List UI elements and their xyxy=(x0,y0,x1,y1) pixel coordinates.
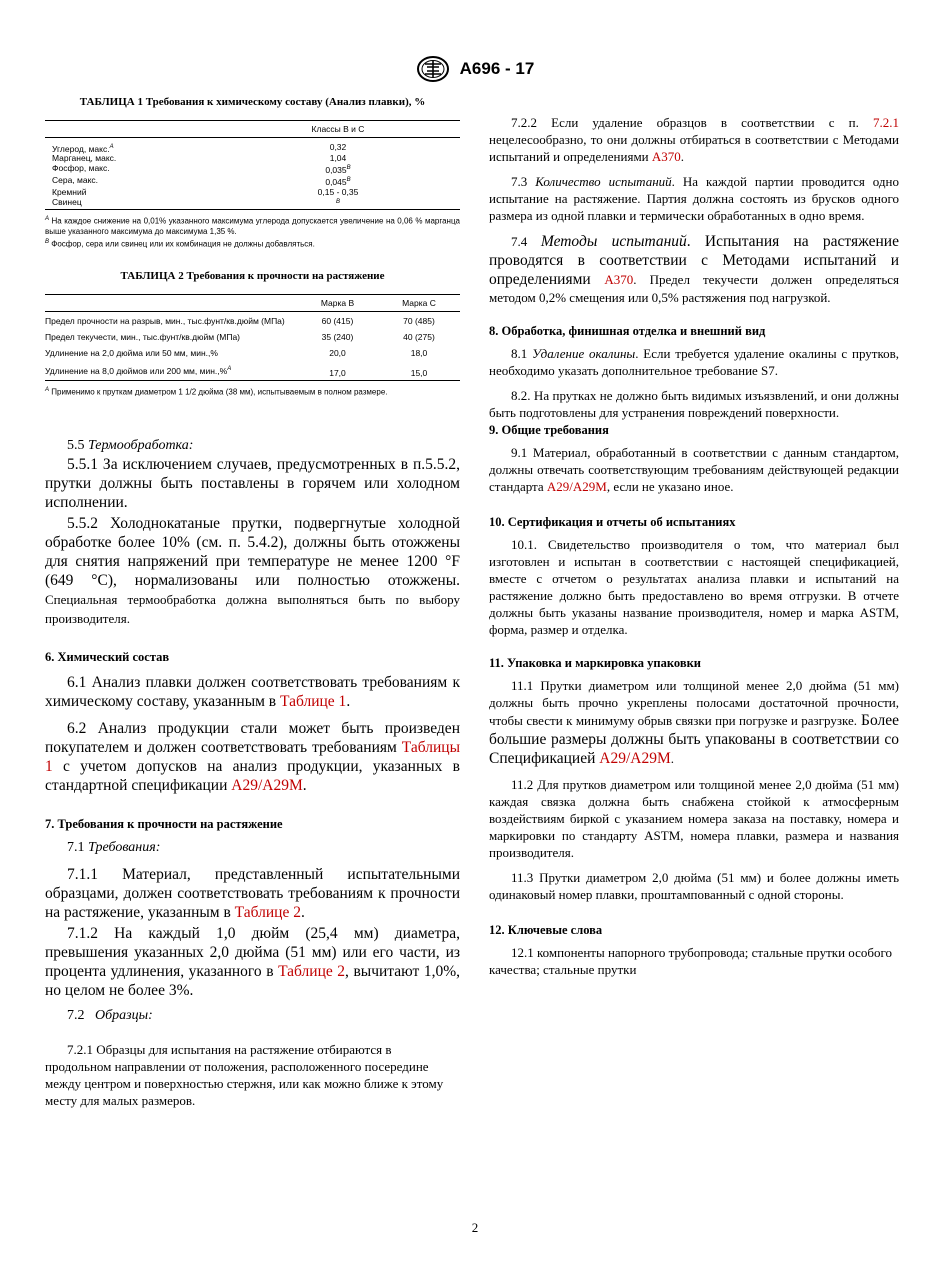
table-row: Сера, макс. $0,045^B$ xyxy=(52,175,351,187)
section-10-heading: 10. Сертификация и отчеты об испытаниях xyxy=(489,515,736,529)
para-11-3: 11.3 Прутки диаметром 2,0 дюйма (51 мм) и более должны иметь одинаковый номер плавки, проштампованный с одной стороны. xyxy=(489,870,899,902)
section-12-heading: 12. Ключевые слова xyxy=(489,923,603,937)
para-5-5: 5.5 Термообработка: xyxy=(67,437,194,453)
para-8-2: 8.2. На прутках не должно быть видимых изъязвлений, и они должны быть подготовлены для устранения повреждений поверхности. xyxy=(489,388,899,420)
table-row: Удлинение на 8,0 дюймов или 200 мм, мин.,%$^A$ 17,0 15,0 xyxy=(45,360,460,381)
table1-footnote-a: $^A$ На каждое снижение на 0,01% указанного максимума углерода допускается увеличение на 0,06 % марганца выше указанного максимума до максимума 1,35 %. xyxy=(45,215,460,237)
para-5-5-2: 5.5.2 Холоднокатаные прутки, подвергнутые холодной обработке более 10% (см. п. 5.4.2), должны быть отожжены для снятия напряжений при температуре не менее 1200 °F (649 °C), нормализованы или полностью отожжены. Специальная термообработка должна выполняться быть по выбору производителя. xyxy=(45,514,460,626)
para-7-2: 7.2 Образцы: xyxy=(67,1007,153,1023)
table2-col-b: Марка B xyxy=(297,295,378,312)
table-row: Предел прочности на разрыв, мин., тыс.фунт/кв.дюйм (МПа) 60 (415) 70 (485) xyxy=(45,316,435,327)
section-9-heading: 9. Общие требования xyxy=(489,423,609,437)
para-9-1: 9.1 Материал, обработанный в соответствии с данным стандартом, должны отвечать соответствующим требованиям действующей редакции стандарта A29/A29M, если не указано иное. xyxy=(489,445,899,494)
table-row: Фосфор, макс. $0,035^B$ xyxy=(52,163,351,176)
table-row: Кремний 0,15 - 0,35 xyxy=(52,186,359,197)
standard-designation: A696 - 17 xyxy=(459,59,535,78)
para-6-2: 6.2 Анализ продукции стали может быть произведен покупателем и должен соответствовать требованиям Таблицы 1 с учетом допусков на анализ продукции, указанных в стандартной спецификации A29/A29M. xyxy=(45,719,460,794)
left-column xyxy=(45,96,460,1109)
para-8-1: 8.1 Удаление окалины. Если требуется удаление окалины с прутков, необходимо указать дополнительное требование S7. xyxy=(489,346,900,378)
astm-logo-icon xyxy=(416,55,450,83)
para-12-1: 12.1 компоненты напорного трубопровода; стальные прутки особого качества; стальные прутки xyxy=(489,945,892,977)
table-row: Предел текучести, мин., тыс.фунт/кв.дюйм (МПа) 35 (240) 40 (275) xyxy=(45,332,435,343)
para-5-5-1: 5.5.1 За исключением случаев, предусмотренных в п.5.5.2, прутки должны быть поставлены в горячем или холодном исполнении. xyxy=(45,455,460,511)
table1-column-header: Классы B и C xyxy=(294,121,460,138)
table2-caption: ТАБЛИЦА 2 Требования к прочности на растяжение xyxy=(120,270,385,283)
para-6-1: 6.1 Анализ плавки должен соответствовать требованиям к химическому составу, указанным в Таблице 1. xyxy=(45,673,460,710)
para-7-3: 7.3 Количество испытаний. На каждой партии проводится одно испытание на растяжение. Партия должна состоять из брусков одного размера из одной плавки и термически обработанных в одно время. xyxy=(489,174,899,223)
table1-footnote-b: $^B$ Фосфор, сера или свинец или их комбинация не должны добавляться. xyxy=(45,239,315,250)
section-11-heading: 11. Упаковка и маркировка упаковки xyxy=(489,656,701,670)
table-row: Свинец $^B$ xyxy=(45,197,460,209)
table1-caption: ТАБЛИЦА 1 Требования к химическому составу (Анализ плавки), % xyxy=(79,96,426,108)
page-number: 2 xyxy=(471,1220,479,1235)
section-7-heading: 7. Требования к прочности на растяжение xyxy=(45,816,283,831)
section-8-heading: 8. Обработка, финишная отделка и внешний вид xyxy=(489,324,766,338)
para-7-1-2: 7.1.2 На каждый 1,0 дюйм (25,4 мм) диаметра, превышения указанных 2,0 дюйма (51 мм) или его части, из процента удлинения, указанного в Таблице 2, вычитают 1,0%, но целом не более 3%. xyxy=(45,924,460,999)
table2-footnote-a: $^A$ Применимо к пруткам диаметром 1 1/2 дюйма (38 мм), испытываемым в полном размере. xyxy=(45,387,388,397)
para-7-2-1: 7.2.1 Образцы для испытания на растяжение отбираются в продольном направлении от положения, расположенного посередине между центром и поверхностью стержня, или как можно ближе к этому месту для малых размеров. xyxy=(45,1041,444,1108)
para-7-2-2: 7.2.2 Если удаление образцов в соответствии с п. 7.2.1 нецелесообразно, то они должны отбираться в соответствии с Методами испытаний и определениями A370. xyxy=(489,115,899,164)
para-7-4: 7.4 Методы испытаний. Испытания на растяжение проводятся в соответствии с Методами испытаний и определениями A370. Предел текучести должен определяться методом 0,2% смещения или 0,5% растяжения под нагрузкой. xyxy=(489,233,899,305)
table-row: Углерод, макс.$^A$ 0,32 xyxy=(52,141,347,154)
page-header xyxy=(0,55,950,83)
para-7-1-1: 7.1.1 Материал, представленный испытательными образцами, должен соответствовать требованиям к прочности на растяжение, указанным в Таблице 2. xyxy=(45,865,460,921)
para-11-2: 11.2 Для прутков диаметром или толщиной менее 2,0 дюйма (51 мм) каждая связка должна быть снабжена стойкой к атмосферным воздействиям биркой с указанием номера заказа на поставку, номера и маркировки по стандарту ASTM, номера плавки, размера и названия производителя. xyxy=(489,777,899,860)
table-row: Марганец, макс. 1,04 xyxy=(52,153,347,164)
table-row: Удлинение на 2,0 дюйма или 50 мм, мин.,% 20,0 18,0 xyxy=(45,348,428,359)
table2-tensile-requirements xyxy=(45,294,460,381)
para-10-1: 10.1. Свидетельство производителя о том, что материал был изготовлен и испытан в соответствии с настоящей спецификацией, вместе с отчетом о результатах анализа плавки и испытаний на растяжение должно быть предоставлено во время отгрузки. В отчете должны быть указаны название производителя, номер и марка ASTM, форма, размер и отделка. xyxy=(489,537,899,637)
table1-chemical-requirements xyxy=(45,120,460,210)
table2-col-c: Марка C xyxy=(378,295,460,312)
para-11-1: 11.1 Прутки диаметром или толщиной менее 2,0 дюйма (51 мм) должны быть прочно укреплены полосами достаточной прочности, чтобы свести к минимуму обрыв связки при погрузке и разгрузке. Более большие размеры должны быть упакованы в соответствии со Спецификацией A29/A29M. xyxy=(489,678,899,767)
right-column xyxy=(489,114,899,978)
section-6-heading: 6. Химический состав xyxy=(45,649,170,664)
para-7-1: 7.1 Требования: xyxy=(67,839,161,855)
